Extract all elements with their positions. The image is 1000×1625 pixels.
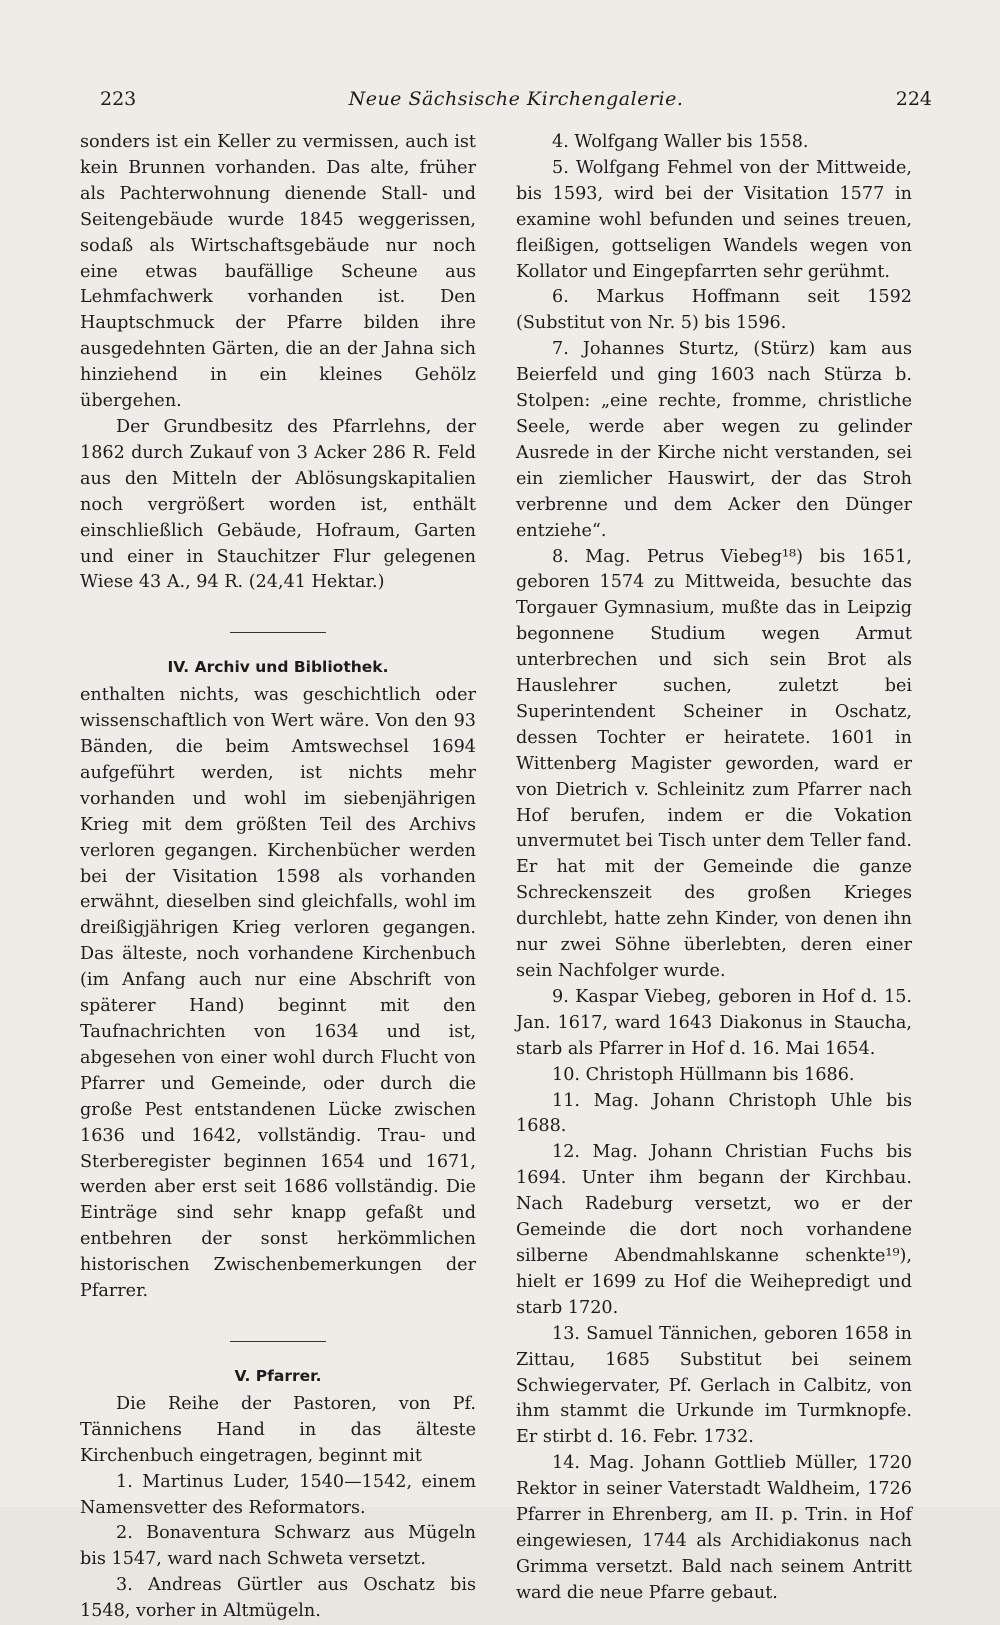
left-column — [80, 130, 476, 1625]
list-item: 10. Christoph Hüllmann bis 1686. — [552, 1064, 855, 1085]
right-column — [516, 130, 912, 1607]
paragraph: Der Grundbesitz des Pfarrlehns, der 1862 durch Zukauf von 3 Acker 286 R. Feld aus den Mitteln der Ablösungskapitalien noch vergrößert worden ist, enthält einschließlich Gebäude, Hofraum, Garten und einer in Stauchitzer Flur gelegenen Wiese 43 A., 94 R. (24,41 Hektar.) — [80, 416, 476, 593]
list-item: 14. Mag. Johann Gottlieb Müller, 1720 Rektor in seiner Vaterstadt Waldheim, 1726 Pfarrer in Ehrenberg, am II. p. Trin. in Hof eingewiesen, 1744 als Archidiakonus nach Grimma versetzt. Bald nach seinem Antritt ward die neue Pfarre gebaut. — [516, 1453, 912, 1603]
page-number-left: 223 — [100, 88, 137, 110]
paragraph: sonders ist ein Keller zu vermissen, auch ist kein Brunnen vorhanden. Das alte, früher als Pachterwohnung dienende Stall- und Seitengebäude wurde 1845 weggerissen, sodaß als Wirtschaftsgebäude nur noch eine etwas baufällige Scheune aus Lehmfachwerk vorhanden ist. Den Hauptschmuck der Pfarre bilden ihre ausgedehnten Gärten, die an der Jahna sich hinziehend in ein kleines Gehölz übergehen. — [80, 132, 476, 412]
paragraph: enthalten nichts, was geschichtlich oder wissenschaftlich von Wert wäre. Von den 93 Bänden, die beim Amtswechsel 1694 aufgeführt werden, ist nichts mehr vorhanden und wohl im siebenjährigen Krieg mit dem größten Teil des Archivs verloren gegangen. Kirchenbücher werden bei der Visitation 1598 als vorhanden erwähnt, dieselben sind gleichfalls, wohl im dreißigjährigen Krieg verloren gegangen. Das älteste, noch vorhandene Kirchenbuch (im Anfang auch nur eine Abschrift von späterer Hand) beginnt mit den Taufnachrichten von 1634 und ist, abgesehen von einer wohl durch Flucht von Pfarrer und Gemeinde, oder durch die große Pest entstandenen Lücke zwischen 1636 und 1642, vollständig. Trau- und Sterberegister beginnen 1654 und 1671, werden aber erst seit 1686 vollständig. Die Einträge sind sehr knapp gefaßt und entbehren der sonst herkömmlichen historischen Zwischenbemerkungen der Pfarrer. — [80, 685, 476, 1302]
section-divider — [230, 632, 326, 633]
list-item: 8. Mag. Petrus Viebeg¹⁸) bis 1651, geboren 1574 zu Mittweida, besuchte das Torgauer Gymnasium, mußte das in Leipzig begonnene Studium wegen Armut unterbrechen und sich sein Brot als Hauslehrer suchen, zuletzt bei Superintendent Scheiner in Oschatz, dessen Tochter er heiratete. 1601 in Wittenberg Magister geworden, ward er von Dietrich v. Schleinitz zum Pfarrer nach Hof berufen, indem er die Vokation unvermutet bei Tisch unter dem Teller fand. Er hat mit der Gemeinde die ganze Schreckenszeit des großen Krieges durchlebt, hatte zehn Kinder, von denen ihn nur zwei Söhne überlebten, deren einer sein Nachfolger wurde. — [516, 546, 912, 981]
page-number-right: 224 — [895, 88, 932, 110]
list-item: 1. Martinus Luder, 1540—1542, einem Namensvetter des Reformators. — [80, 1471, 476, 1518]
list-item: 6. Markus Hoffmann seit 1592 (Substitut von Nr. 5) bis 1596. — [516, 287, 912, 334]
list-item: 11. Mag. Johann Christoph Uhle bis 1688. — [516, 1090, 912, 1137]
paragraph: Die Reihe der Pastoren, von Pf. Tännichens Hand in das älteste Kirchenbuch eingetragen, beginnt mit — [80, 1393, 476, 1466]
list-item: 13. Samuel Tännichen, geboren 1658 in Zittau, 1685 Substitut bei seinem Schwiegervater, Pf. Gerlach in Calbitz, von ihm stammt die Urkunde im Turmknopfe. Er stirbt d. 16. Febr. 1732. — [516, 1323, 912, 1448]
list-item: 9. Kaspar Viebeg, geboren in Hof d. 15. Jan. 1617, ward 1643 Diakonus in Staucha, starb als Pfarrer in Hof d. 16. Mai 1654. — [516, 986, 912, 1059]
list-item: 12. Mag. Johann Christian Fuchs bis 1694. Unter ihm begann der Kirchbau. Nach Radeburg versetzt, wo er der Gemeinde die dort noch vorhandene silberne Abendmahlskanne schenkte¹⁹), hielt er 1699 zu Hof die Weihepredigt und starb 1720. — [516, 1142, 912, 1318]
section-divider — [230, 1341, 326, 1342]
list-item: 7. Johannes Sturtz, (Stürz) kam aus Beierfeld und ging 1603 nach Stürza b. Stolpen: „eine rechte, fromme, christliche Seele, werde aber wegen zu gelinder Ausrede in der Kirche nicht verstanden, sei ein ziemlicher Hauswirt, der das Stroh verbrenne und dem Acker den Dünger entziehe“. — [516, 339, 912, 541]
running-header — [100, 88, 932, 118]
list-item: 4. Wolfgang Waller bis 1558. — [552, 132, 809, 152]
list-item: 5. Wolfgang Fehmel von der Mittweide, bis 1593, wird bei der Visitation 1577 in examine wohl befunden und seines treuen, fleißigen, gottseligen Wandels wegen von Kollator und Eingepfarrten sehr gerühmt. — [516, 157, 912, 282]
section-heading-archive: IV. Archiv und Bibliothek. — [167, 658, 389, 677]
list-item: 3. Andreas Gürtler aus Oschatz bis 1548, vorher in Altmügeln. — [80, 1575, 476, 1622]
section-heading-pastors: V. Pfarrer. — [234, 1366, 322, 1385]
list-item: 2. Bonaventura Schwarz aus Mügeln bis 1547, ward nach Schweta versetzt. — [80, 1523, 476, 1570]
running-title: Neue Sächsische Kirchengalerie. — [348, 88, 684, 110]
